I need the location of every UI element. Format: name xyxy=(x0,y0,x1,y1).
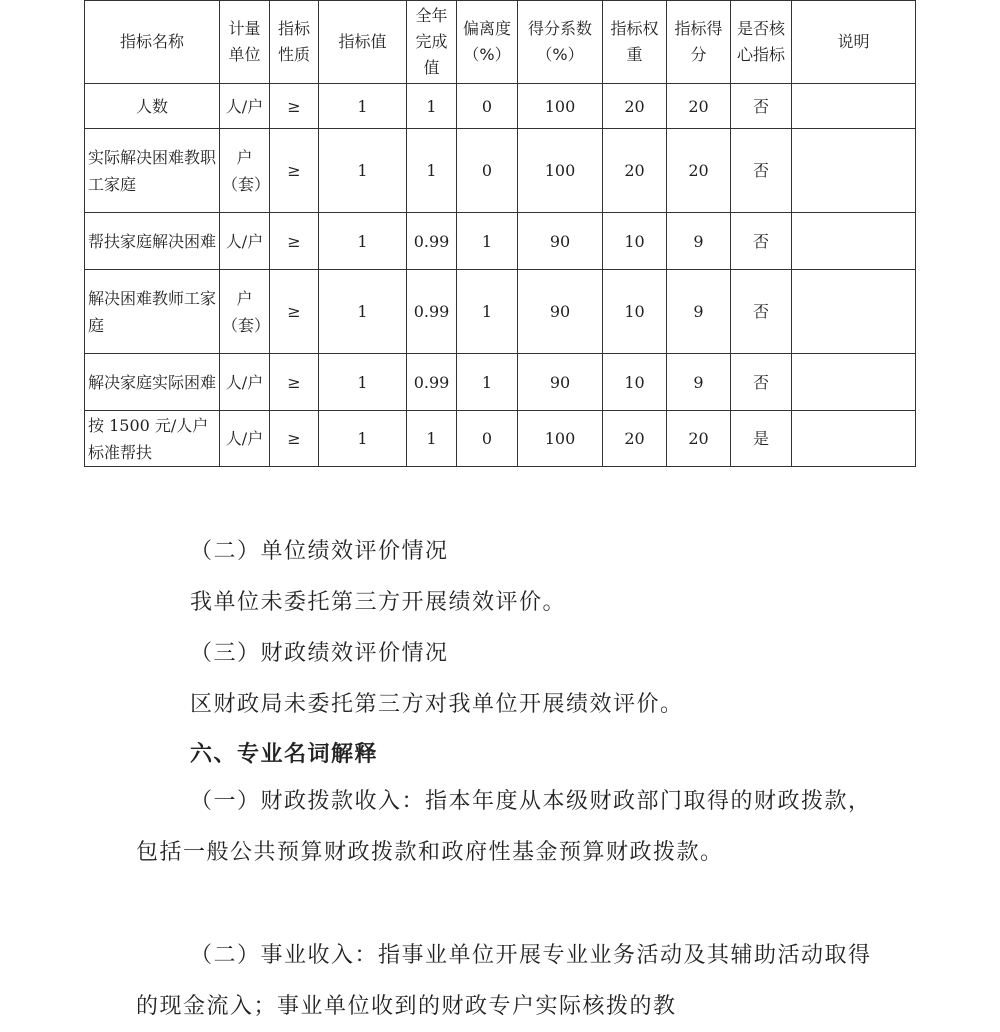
header-nature: 指标性质 xyxy=(270,1,319,84)
actual-cell: 1 xyxy=(407,129,457,213)
unit-evaluation-heading: （二）单位绩效评价情况 xyxy=(190,539,449,564)
header-score-coefficient: 得分系数（%） xyxy=(518,1,603,84)
coefficient-cell: 100 xyxy=(518,129,603,213)
deviation-cell: 1 xyxy=(457,354,518,411)
actual-cell: 0.99 xyxy=(407,354,457,411)
term-label: （一）财政拨款收入： xyxy=(190,789,426,814)
note-cell xyxy=(792,354,916,411)
score-cell: 20 xyxy=(667,84,731,129)
weight-cell: 20 xyxy=(603,129,667,213)
actual-cell: 0.99 xyxy=(407,213,457,270)
score-cell: 9 xyxy=(667,354,731,411)
header-annual-actual: 全年完成值 xyxy=(407,1,457,84)
weight-cell: 20 xyxy=(603,84,667,129)
table-row xyxy=(85,270,916,354)
glossary-heading: 六、专业名词解释 xyxy=(190,742,379,767)
term-label: （二）事业收入： xyxy=(190,943,379,968)
unit-cell: 人/户 xyxy=(220,84,270,129)
note-cell xyxy=(792,84,916,129)
coefficient-cell: 90 xyxy=(518,354,603,411)
deviation-cell: 1 xyxy=(457,213,518,270)
header-deviation: 偏离度（%） xyxy=(457,1,518,84)
term-definition: 指本年度从本级财政部门取得的财政拨款，包括一般公共预算财政拨款和政府性基金预算财政拨款。 xyxy=(136,789,872,865)
unit-cell: 户（套） xyxy=(220,270,270,354)
nature-cell: ≥ xyxy=(270,270,319,354)
weight-cell: 20 xyxy=(603,411,667,467)
weight-cell: 10 xyxy=(603,270,667,354)
score-cell: 20 xyxy=(667,129,731,213)
header-target-value: 指标值 xyxy=(319,1,407,84)
header-core-indicator: 是否核心指标 xyxy=(731,1,792,84)
table-row xyxy=(85,129,916,213)
indicator-name-cell: 按 1500 元/人户标准帮扶 xyxy=(85,411,220,467)
target-cell: 1 xyxy=(319,411,407,467)
header-unit: 计量单位 xyxy=(220,1,270,84)
unit-cell: 人/户 xyxy=(220,411,270,467)
nature-cell: ≥ xyxy=(270,354,319,411)
note-cell xyxy=(792,270,916,354)
header-weight: 指标权重 xyxy=(603,1,667,84)
score-cell: 20 xyxy=(667,411,731,467)
indicator-name-cell: 帮扶家庭解决困难 xyxy=(85,213,220,270)
coefficient-cell: 90 xyxy=(518,270,603,354)
actual-cell: 0.99 xyxy=(407,270,457,354)
table-row xyxy=(85,84,916,129)
table-row xyxy=(85,213,916,270)
glossary-term-business-income xyxy=(136,930,876,1032)
score-cell: 9 xyxy=(667,213,731,270)
unit-cell: 人/户 xyxy=(220,213,270,270)
term-definition: 指事业单位开展专业业务活动及其辅助活动取得的现金流入；事业单位收到的财政专户实际核拨的教 xyxy=(136,943,872,1019)
header-note: 说明 xyxy=(792,1,916,84)
weight-cell: 10 xyxy=(603,213,667,270)
deviation-cell: 0 xyxy=(457,84,518,129)
core-cell: 是 xyxy=(731,411,792,467)
deviation-cell: 1 xyxy=(457,270,518,354)
weight-cell: 10 xyxy=(603,354,667,411)
coefficient-cell: 90 xyxy=(518,213,603,270)
unit-cell: 户（套） xyxy=(220,129,270,213)
core-cell: 否 xyxy=(731,270,792,354)
note-cell xyxy=(792,411,916,467)
fiscal-evaluation-text: 区财政局未委托第三方对我单位开展绩效评价。 xyxy=(190,692,684,717)
core-cell: 否 xyxy=(731,129,792,213)
target-cell: 1 xyxy=(319,84,407,129)
actual-cell: 1 xyxy=(407,411,457,467)
indicator-name-cell: 解决困难教师工家庭 xyxy=(85,270,220,354)
indicator-name-cell: 实际解决困难教职工家庭 xyxy=(85,129,220,213)
table-header-row xyxy=(85,1,916,84)
header-indicator-name: 指标名称 xyxy=(85,1,220,84)
unit-evaluation-text: 我单位未委托第三方开展绩效评价。 xyxy=(190,590,567,615)
nature-cell: ≥ xyxy=(270,411,319,467)
score-cell: 9 xyxy=(667,270,731,354)
target-cell: 1 xyxy=(319,270,407,354)
target-cell: 1 xyxy=(319,354,407,411)
indicator-name-cell: 人数 xyxy=(85,84,220,129)
deviation-cell: 0 xyxy=(457,411,518,467)
nature-cell: ≥ xyxy=(270,84,319,129)
indicator-name-cell: 解决家庭实际困难 xyxy=(85,354,220,411)
table-row xyxy=(85,354,916,411)
note-cell xyxy=(792,213,916,270)
performance-indicator-table xyxy=(84,0,916,467)
header-score: 指标得分 xyxy=(667,1,731,84)
fiscal-evaluation-heading: （三）财政绩效评价情况 xyxy=(190,641,449,666)
note-cell xyxy=(792,129,916,213)
core-cell: 否 xyxy=(731,84,792,129)
target-cell: 1 xyxy=(319,129,407,213)
table-row xyxy=(85,411,916,467)
coefficient-cell: 100 xyxy=(518,84,603,129)
unit-cell: 人/户 xyxy=(220,354,270,411)
glossary-term-fiscal-appropriation xyxy=(136,776,876,878)
target-cell: 1 xyxy=(319,213,407,270)
core-cell: 否 xyxy=(731,354,792,411)
core-cell: 否 xyxy=(731,213,792,270)
nature-cell: ≥ xyxy=(270,213,319,270)
deviation-cell: 0 xyxy=(457,129,518,213)
actual-cell: 1 xyxy=(407,84,457,129)
nature-cell: ≥ xyxy=(270,129,319,213)
coefficient-cell: 100 xyxy=(518,411,603,467)
